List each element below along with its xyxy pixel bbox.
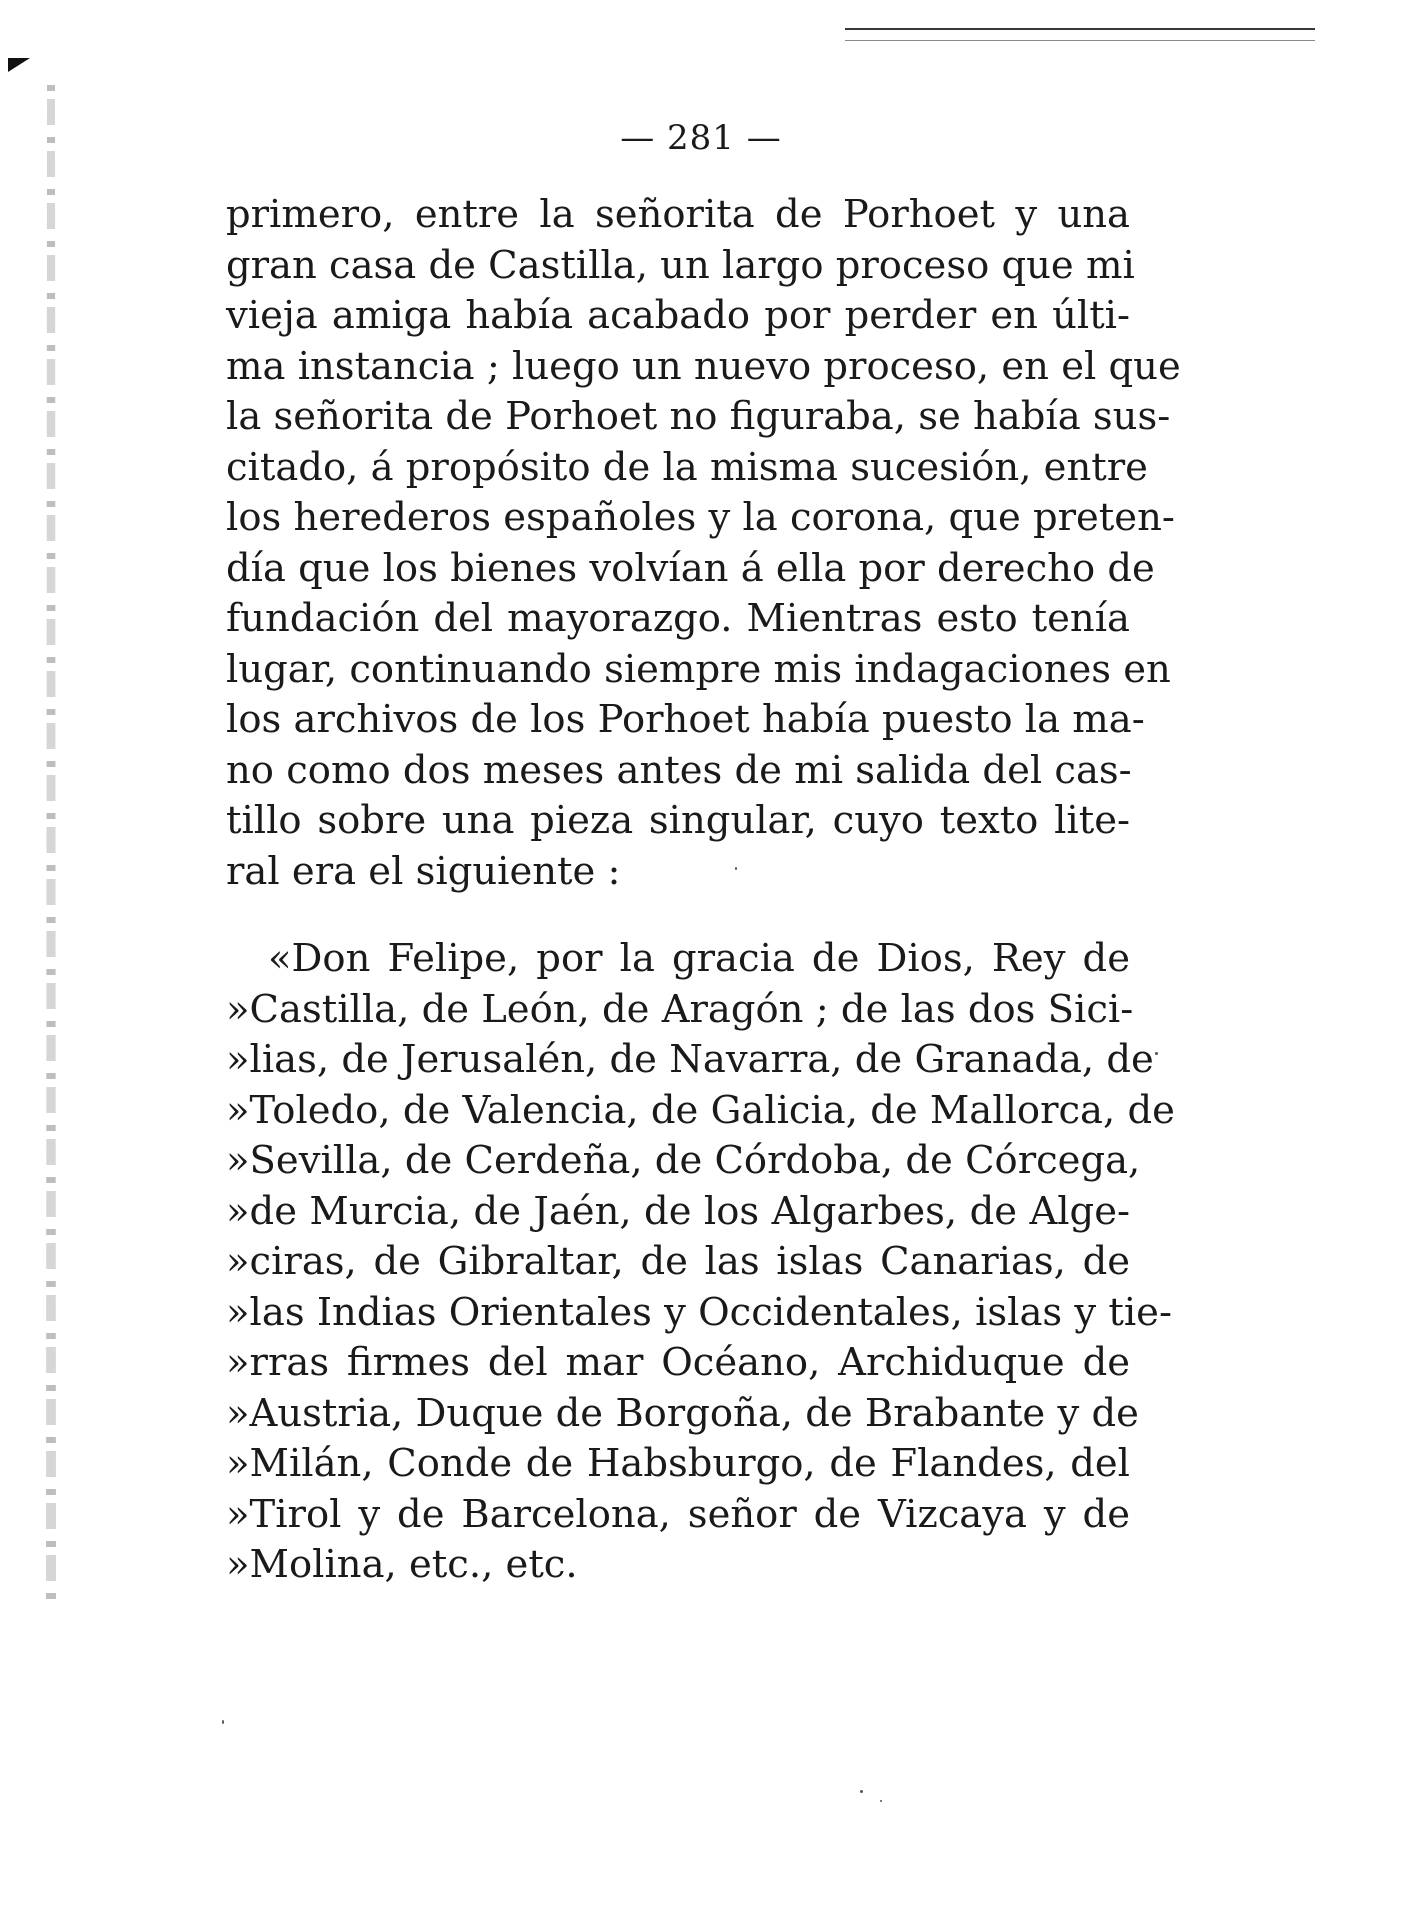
quote-line: »Sevilla, de Cerdeña, de Córdoba, de Córcega, (226, 1138, 1141, 1183)
body-line: los archivos de los Porhoet había puesto la ma- (226, 697, 1145, 742)
quoted-decree (226, 934, 1175, 1591)
body-line: día que los bienes volvían á ella por derecho de (226, 545, 1155, 591)
quote-line: »lias, de Jerusalén, de Navarra, de Granada, de (226, 1037, 1154, 1082)
body-line: citado, á propósito de la misma sucesión, entre (226, 444, 1148, 490)
body-line: no como dos meses antes de mi salida del cas- (226, 747, 1132, 793)
top-rule-shadow (845, 40, 1315, 41)
body-line: fundación del mayorazgo. Mientras esto tenía (226, 596, 1130, 641)
body-line: gran casa de Castilla, un largo proceso que mi (226, 242, 1135, 288)
paper-speck (735, 867, 737, 870)
quote-line: »de Murcia, de Jaén, de los Algarbes, de Alge- (226, 1188, 1130, 1234)
body-line: ral era el siguiente : (226, 848, 621, 894)
quote-line: »rras firmes del mar Océano, Archiduque de (226, 1340, 1130, 1385)
paper-speck (880, 1800, 882, 1802)
quote-line: «Don Felipe, por la gracia de Dios, Rey de (268, 936, 1130, 981)
paper-speck (1155, 1052, 1158, 1055)
body-line: la señorita de Porhoet no figuraba, se había sus- (226, 394, 1171, 439)
top-rule (845, 28, 1315, 30)
quote-line: »Castilla, de León, de Aragón ; de las dos Sici- (226, 986, 1134, 1032)
paper-speck (860, 1790, 863, 1793)
quote-line: »Tirol y de Barcelona, señor de Vizcaya y de (226, 1491, 1130, 1537)
body-line: primero, entre la señorita de Porhoet y una (226, 192, 1130, 237)
body-line: los herederos españoles y la corona, que preten- (226, 495, 1175, 540)
quote-line: »Toledo, de Valencia, de Galicia, de Mallorca, de (226, 1087, 1175, 1133)
body-line: lugar, continuando siempre mis indagaciones en (226, 646, 1171, 692)
body-line: tillo sobre una pieza singular, cuyo texto lite- (226, 798, 1130, 843)
quote-line: »ciras, de Gibraltar, de las islas Canarias, de (226, 1239, 1130, 1284)
quote-line: »las Indias Orientales y Occidentales, islas y tie- (226, 1289, 1172, 1335)
paper-speck (222, 1720, 224, 1724)
body-line: ma instancia ; luego un nuevo proceso, en el que (226, 343, 1181, 389)
quote-line: »Molina, etc., etc. (226, 1542, 578, 1587)
page-number: — 281 — (620, 118, 782, 158)
binding-shadow (40, 85, 60, 1605)
quote-line: »Austria, Duque de Borgoña, de Brabante y de (226, 1390, 1139, 1436)
body-line: vieja amiga había acabado por perder en últi- (226, 293, 1130, 338)
body-paragraph (226, 190, 1181, 897)
corner-crop-mark (8, 58, 30, 72)
quote-line: »Milán, Conde de Habsburgo, de Flandes, del (226, 1441, 1130, 1486)
